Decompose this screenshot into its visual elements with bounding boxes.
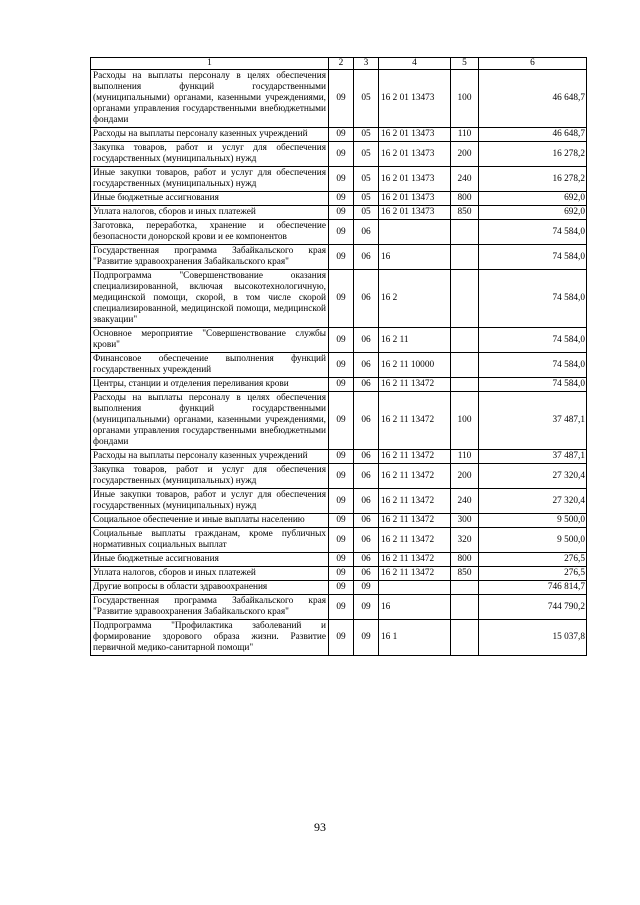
subsection-code-cell: 05 xyxy=(354,70,379,128)
expense-name-cell: Иные бюджетные ассигнования xyxy=(91,553,329,567)
amount-cell: 74 584,0 xyxy=(479,270,587,328)
target-article-cell: 16 2 11 xyxy=(379,328,451,353)
table-row xyxy=(91,567,587,581)
expense-name-cell: Государственная программа Забайкальского края "Развитие здравоохранения Забайкальского края" xyxy=(91,245,329,270)
table-row xyxy=(91,192,587,206)
section-code-cell: 09 xyxy=(329,620,354,656)
target-article-cell: 16 2 11 13472 xyxy=(379,528,451,553)
amount-cell: 16 278,2 xyxy=(479,167,587,192)
section-code-cell: 09 xyxy=(329,450,354,464)
subsection-code-cell: 06 xyxy=(354,270,379,328)
expense-type-cell xyxy=(451,245,479,270)
section-code-cell: 09 xyxy=(329,192,354,206)
target-article-cell: 16 2 01 13473 xyxy=(379,206,451,220)
target-article-cell: 16 2 01 13473 xyxy=(379,142,451,167)
expense-name-cell: Иные закупки товаров, работ и услуг для обеспечения государственных (муниципальных) нужд xyxy=(91,167,329,192)
amount-cell: 9 500,0 xyxy=(479,514,587,528)
section-code-cell: 09 xyxy=(329,353,354,378)
table-row xyxy=(91,581,587,595)
amount-cell: 746 814,7 xyxy=(479,581,587,595)
section-code-cell: 09 xyxy=(329,270,354,328)
amount-cell: 74 584,0 xyxy=(479,328,587,353)
expense-name-cell: Подпрограмма "Профилактика заболеваний и формирование здорового образа жизни. Развитие первичной медико-санитарной помощи" xyxy=(91,620,329,656)
amount-cell: 692,0 xyxy=(479,192,587,206)
expense-type-cell: 200 xyxy=(451,464,479,489)
target-article-cell: 16 2 11 13472 xyxy=(379,378,451,392)
amount-cell: 74 584,0 xyxy=(479,220,587,245)
amount-cell: 692,0 xyxy=(479,206,587,220)
section-code-cell: 09 xyxy=(329,245,354,270)
table-row xyxy=(91,353,587,378)
target-article-cell: 16 xyxy=(379,595,451,620)
subsection-code-cell: 05 xyxy=(354,192,379,206)
expense-type-cell: 110 xyxy=(451,128,479,142)
table-row xyxy=(91,270,587,328)
table-row xyxy=(91,167,587,192)
expense-type-cell xyxy=(451,353,479,378)
target-article-cell: 16 2 11 13472 xyxy=(379,514,451,528)
target-article-cell: 16 2 11 13472 xyxy=(379,392,451,450)
section-code-cell: 09 xyxy=(329,220,354,245)
subsection-code-cell: 06 xyxy=(354,245,379,270)
section-code-cell: 09 xyxy=(329,553,354,567)
subsection-code-cell: 06 xyxy=(354,328,379,353)
subsection-code-cell: 09 xyxy=(354,620,379,656)
table-row xyxy=(91,128,587,142)
expense-type-cell: 100 xyxy=(451,392,479,450)
table-row xyxy=(91,450,587,464)
subsection-code-cell: 06 xyxy=(354,378,379,392)
table-row xyxy=(91,620,587,656)
expense-type-cell: 100 xyxy=(451,70,479,128)
subsection-code-cell: 06 xyxy=(354,567,379,581)
section-code-cell: 09 xyxy=(329,328,354,353)
table-row xyxy=(91,489,587,514)
target-article-cell: 16 2 11 10000 xyxy=(379,353,451,378)
expense-name-cell: Уплата налогов, сборов и иных платежей xyxy=(91,567,329,581)
expense-name-cell: Уплата налогов, сборов и иных платежей xyxy=(91,206,329,220)
target-article-cell: 16 2 11 13472 xyxy=(379,489,451,514)
expense-name-cell: Заготовка, переработка, хранение и обеспечение безопасности донорской крови и ее компонентов xyxy=(91,220,329,245)
amount-cell: 74 584,0 xyxy=(479,378,587,392)
section-code-cell: 09 xyxy=(329,206,354,220)
table-row xyxy=(91,142,587,167)
section-code-cell: 09 xyxy=(329,528,354,553)
table-row xyxy=(91,392,587,450)
target-article-cell: 16 2 11 13472 xyxy=(379,464,451,489)
expense-name-cell: Расходы на выплаты персоналу в целях обеспечения выполнения функций государственными (муниципальными) органами, казенными учреждениями, органами управления государственными внебюджетными фондами xyxy=(91,392,329,450)
section-code-cell: 09 xyxy=(329,167,354,192)
target-article-cell: 16 xyxy=(379,245,451,270)
table-row xyxy=(91,206,587,220)
expense-name-cell: Иные бюджетные ассигнования xyxy=(91,192,329,206)
amount-cell: 74 584,0 xyxy=(479,353,587,378)
expense-name-cell: Подпрограмма "Совершенствование оказания специализированной, включая высокотехнологичную, медицинской помощи, скорой, в том числе скорой специализированной, медицинской помощи, медицинской эвакуации" xyxy=(91,270,329,328)
expense-name-cell: Другие вопросы в области здравоохранения xyxy=(91,581,329,595)
target-article-cell xyxy=(379,581,451,595)
subsection-code-cell: 05 xyxy=(354,142,379,167)
table-row xyxy=(91,245,587,270)
subsection-code-cell: 05 xyxy=(354,206,379,220)
subsection-code-cell: 06 xyxy=(354,489,379,514)
expense-type-cell: 800 xyxy=(451,553,479,567)
table-header-row xyxy=(91,58,587,70)
target-article-cell: 16 1 xyxy=(379,620,451,656)
amount-cell: 16 278,2 xyxy=(479,142,587,167)
expense-name-cell: Иные закупки товаров, работ и услуг для обеспечения государственных (муниципальных) нужд xyxy=(91,489,329,514)
amount-cell: 9 500,0 xyxy=(479,528,587,553)
section-code-cell: 09 xyxy=(329,595,354,620)
target-article-cell xyxy=(379,220,451,245)
section-code-cell: 09 xyxy=(329,378,354,392)
section-code-cell: 09 xyxy=(329,142,354,167)
target-article-cell: 16 2 xyxy=(379,270,451,328)
amount-cell: 15 037,8 xyxy=(479,620,587,656)
expense-type-cell: 200 xyxy=(451,142,479,167)
amount-cell: 276,5 xyxy=(479,567,587,581)
section-code-cell: 09 xyxy=(329,567,354,581)
subsection-code-cell: 06 xyxy=(354,553,379,567)
subsection-code-cell: 06 xyxy=(354,450,379,464)
expense-name-cell: Финансовое обеспечение выполнения функций государственных учреждений xyxy=(91,353,329,378)
column-header-1: 1 xyxy=(91,58,329,70)
expense-type-cell: 850 xyxy=(451,206,479,220)
expense-type-cell: 240 xyxy=(451,489,479,514)
expense-name-cell: Закупка товаров, работ и услуг для обеспечения государственных (муниципальных) нужд xyxy=(91,142,329,167)
target-article-cell: 16 2 01 13473 xyxy=(379,128,451,142)
subsection-code-cell: 06 xyxy=(354,220,379,245)
subsection-code-cell: 06 xyxy=(354,464,379,489)
page-number: 93 xyxy=(314,820,326,834)
target-article-cell: 16 2 01 13473 xyxy=(379,70,451,128)
subsection-code-cell: 06 xyxy=(354,528,379,553)
table-row xyxy=(91,595,587,620)
column-header-4: 4 xyxy=(379,58,451,70)
expense-name-cell: Социальные выплаты гражданам, кроме публичных нормативных социальных выплат xyxy=(91,528,329,553)
amount-cell: 27 320,4 xyxy=(479,489,587,514)
amount-cell: 744 790,2 xyxy=(479,595,587,620)
table-row xyxy=(91,220,587,245)
column-header-3: 3 xyxy=(354,58,379,70)
table-row xyxy=(91,70,587,128)
table-row xyxy=(91,464,587,489)
expense-name-cell: Расходы на выплаты персоналу казенных учреждений xyxy=(91,128,329,142)
table-row xyxy=(91,553,587,567)
expense-type-cell: 320 xyxy=(451,528,479,553)
expense-type-cell: 300 xyxy=(451,514,479,528)
section-code-cell: 09 xyxy=(329,464,354,489)
expense-name-cell: Расходы на выплаты персоналу казенных учреждений xyxy=(91,450,329,464)
expense-type-cell: 110 xyxy=(451,450,479,464)
section-code-cell: 09 xyxy=(329,392,354,450)
expense-type-cell: 850 xyxy=(451,567,479,581)
target-article-cell: 16 2 11 13472 xyxy=(379,553,451,567)
section-code-cell: 09 xyxy=(329,489,354,514)
expense-name-cell: Центры, станции и отделения переливания крови xyxy=(91,378,329,392)
subsection-code-cell: 05 xyxy=(354,167,379,192)
amount-cell: 37 487,1 xyxy=(479,450,587,464)
expense-name-cell: Закупка товаров, работ и услуг для обеспечения государственных (муниципальных) нужд xyxy=(91,464,329,489)
column-header-6: 6 xyxy=(479,58,587,70)
expense-type-cell xyxy=(451,378,479,392)
section-code-cell: 09 xyxy=(329,514,354,528)
expense-type-cell xyxy=(451,595,479,620)
section-code-cell: 09 xyxy=(329,70,354,128)
target-article-cell: 16 2 11 13472 xyxy=(379,567,451,581)
budget-table xyxy=(90,57,587,656)
subsection-code-cell: 05 xyxy=(354,128,379,142)
subsection-code-cell: 06 xyxy=(354,392,379,450)
expense-name-cell: Социальное обеспечение и иные выплаты населению xyxy=(91,514,329,528)
amount-cell: 74 584,0 xyxy=(479,245,587,270)
expense-type-cell xyxy=(451,581,479,595)
table-row xyxy=(91,514,587,528)
expense-name-cell: Расходы на выплаты персоналу в целях обеспечения выполнения функций государственными (муниципальными) органами, казенными учреждениями, органами управления государственными внебюджетными фондами xyxy=(91,70,329,128)
subsection-code-cell: 09 xyxy=(354,595,379,620)
expense-type-cell: 240 xyxy=(451,167,479,192)
section-code-cell: 09 xyxy=(329,581,354,595)
column-header-2: 2 xyxy=(329,58,354,70)
amount-cell: 46 648,7 xyxy=(479,70,587,128)
expense-type-cell xyxy=(451,270,479,328)
amount-cell: 37 487,1 xyxy=(479,392,587,450)
section-code-cell: 09 xyxy=(329,128,354,142)
expense-name-cell: Государственная программа Забайкальского края "Развитие здравоохранения Забайкальского края" xyxy=(91,595,329,620)
table-row xyxy=(91,528,587,553)
expense-type-cell xyxy=(451,220,479,245)
subsection-code-cell: 06 xyxy=(354,514,379,528)
target-article-cell: 16 2 01 13473 xyxy=(379,167,451,192)
expense-name-cell: Основное мероприятие "Совершенствование службы крови" xyxy=(91,328,329,353)
table-row xyxy=(91,328,587,353)
expense-type-cell xyxy=(451,620,479,656)
amount-cell: 276,5 xyxy=(479,553,587,567)
target-article-cell: 16 2 01 13473 xyxy=(379,192,451,206)
subsection-code-cell: 09 xyxy=(354,581,379,595)
subsection-code-cell: 06 xyxy=(354,353,379,378)
amount-cell: 46 648,7 xyxy=(479,128,587,142)
table-body xyxy=(91,70,587,656)
expense-type-cell xyxy=(451,328,479,353)
column-header-5: 5 xyxy=(451,58,479,70)
table-row xyxy=(91,378,587,392)
target-article-cell: 16 2 11 13472 xyxy=(379,450,451,464)
amount-cell: 27 320,4 xyxy=(479,464,587,489)
expense-type-cell: 800 xyxy=(451,192,479,206)
